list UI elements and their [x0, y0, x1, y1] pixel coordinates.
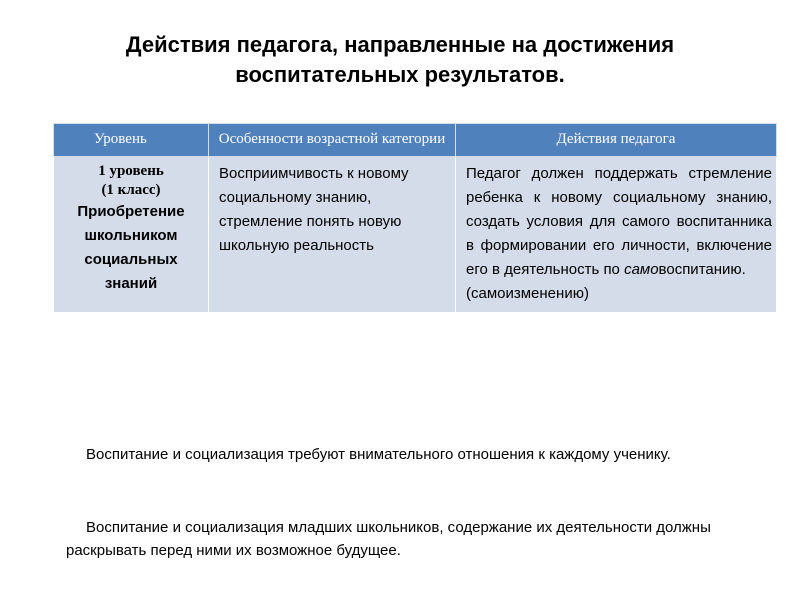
title-line-2: воспитательных результатов. [235, 62, 565, 87]
actions-italic: само [624, 261, 659, 278]
table-row [54, 157, 777, 313]
level-cell [54, 157, 209, 313]
footer-paragraph-1 [66, 443, 736, 466]
level-number: 1 уровень [98, 163, 164, 179]
actions-cell [456, 157, 777, 313]
level-grade: (1 класс) [101, 182, 161, 198]
features-cell [209, 157, 456, 313]
footer-paragraph-2 [66, 516, 736, 562]
slide-title [40, 30, 760, 90]
actions-text [460, 162, 772, 282]
header-level: Уровень [54, 124, 209, 157]
footer-text-1: Воспитание и социализация требуют внимательного отношения к каждому ученику. [86, 446, 671, 463]
results-table [53, 123, 777, 313]
actions-tail: воспитанию. [658, 261, 746, 278]
footer-text-2: Воспитание и социализация младших школьников, содержание их деятельности должны раскрывать перед ними их возможное будущее. [66, 519, 711, 559]
header-age-features: Особенности возрастной категории [209, 124, 456, 157]
level-name: Приобретение школьником социальных знаний [77, 203, 185, 292]
features-text: Восприимчивость к новому социальному знанию, стремление понять новую школьную реальность [219, 165, 409, 254]
table-header-row [54, 124, 777, 157]
header-teacher-actions: Действия педагога [456, 124, 777, 157]
title-line-1: Действия педагога, направленные на достижения [125, 32, 675, 57]
actions-main: Педагог должен поддержать стремление ребенка к новому социальному знанию, создать условия для самого воспитанника в формировании его личности, включение его в деятельность по [466, 165, 772, 278]
actions-extra: (самоизменению) [466, 285, 589, 302]
